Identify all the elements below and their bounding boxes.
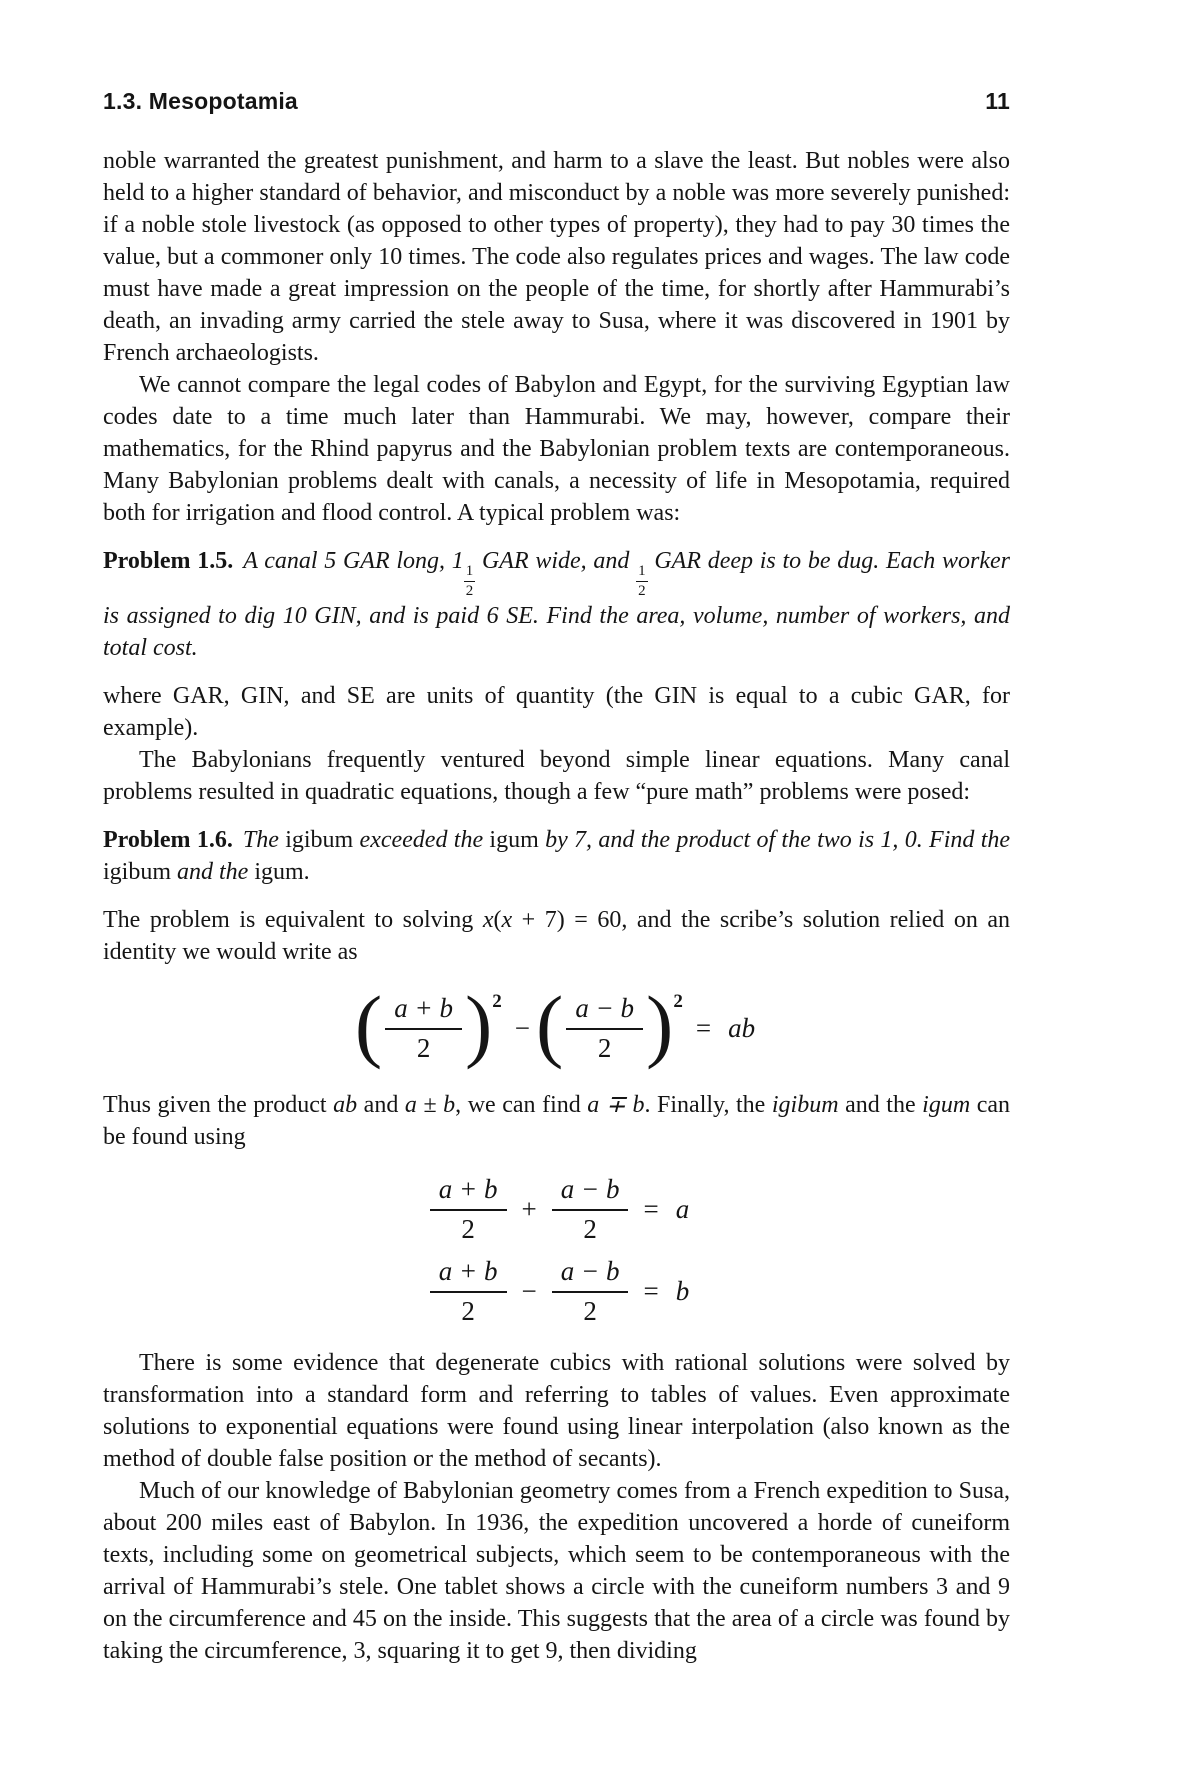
paragraph-units: where GAR, GIN, and SE are units of quantity (the GIN is equal to a cubic GAR, for example). <box>103 682 1010 741</box>
right-paren: ) <box>646 978 674 1070</box>
problem-1-5-text-3: GAR deep is to be dug. Each worker is assigned to dig 10 GIN, and is paid 6 SE. Find the area, volume, number of workers, and total cost. <box>103 548 1010 661</box>
equals-sign: = <box>643 1276 659 1307</box>
term-igum: igum <box>922 1092 971 1119</box>
fraction-a-plus-b-over-2: $\frac{a + b}{2}$ <box>430 1173 507 1245</box>
fraction-a-minus-b-over-2: $\frac{a - b}{2}$ <box>552 1173 629 1245</box>
math-var-x: x <box>501 906 513 933</box>
plus-operator: + <box>521 1194 537 1225</box>
equivalent-text-2: , and the scribe’s solution relied on an identity we would write as <box>103 906 1011 965</box>
term-igum: igum <box>489 826 539 853</box>
problem-1-6 <box>103 824 1010 888</box>
paragraph-cubics: There is some evidence that degenerate cubics with rational solutions were solved by transformation into a standard form and referring to tables of values. Even approximate solutions to exponential equations were found using linear interpolation (also known as the method of double false position or the method of secants). <box>103 1350 1010 1473</box>
identity-formula <box>103 978 1010 1070</box>
math-a-plus-minus-b: a ± b <box>404 1092 456 1119</box>
problem-1-6-label: Problem 1.6. <box>103 826 233 853</box>
math-var-x: x <box>482 906 494 933</box>
sum-equation <box>424 1173 689 1245</box>
right-paren: ) <box>464 978 493 1070</box>
math-expression: + 7) = 60 <box>512 906 622 933</box>
exponent-2: 2 <box>673 990 683 1012</box>
math-var-b: b <box>675 1276 690 1307</box>
page-body <box>103 145 1010 1667</box>
paragraph-geometry: Much of our knowledge of Babylonian geometry comes from a French expedition to Susa, about 200 miles east of Babylon. In 1936, the expedition uncovered a horde of cuneiform texts, including some on geometrical subjects, which seem to be contemporaneous with the arrival of Hammurabi’s stele. One tablet shows a circle with the cuneiform numbers 3 and 9 on the circumference and 45 on the inside. This suggests that the area of a circle was found by taking the circumference, 3, squaring it to get 9, then dividing <box>103 1478 1010 1665</box>
fraction-a-minus-b-over-2: $\frac{a - b}{2}$ <box>552 1255 629 1327</box>
equals-sign: = <box>695 1012 712 1043</box>
problem-1-5-text-2: GAR wide, and <box>475 548 637 574</box>
math-paren: ( <box>493 906 502 933</box>
problem-1-6-text: exceeded the <box>353 826 490 853</box>
paragraph-compare-codes: We cannot compare the legal codes of Babylon and Egypt, for the surviving Egyptian law codes date to a time much later than Hammurabi. We may, however, compare their mathematics, for the Rhind papyrus and the Babylonian problem texts are contemporaneous. Many Babylonian problems dealt with canals, a necessity of life in Mesopotamia, required both for irrigation and flood control. A typical problem was: <box>103 372 1010 526</box>
problem-1-6-text: and the <box>171 858 255 885</box>
math-a-minus-plus-b: a ∓ b <box>587 1092 645 1119</box>
problem-1-5-label: Problem 1.5. <box>103 548 234 574</box>
thus-text: , we can find <box>455 1092 588 1119</box>
inline-fraction-one-half: $\frac{1}{2}$ <box>638 563 646 599</box>
difference-equation <box>424 1255 689 1327</box>
fraction-a-plus-b-over-2: $\frac{a + b}{2}$ <box>430 1255 507 1327</box>
term-igibum: igibum <box>285 826 354 853</box>
thus-text: and the <box>838 1092 923 1119</box>
math-ab: ab <box>728 1012 756 1043</box>
paragraph-thus <box>103 1089 1010 1153</box>
fraction-a-minus-b-over-2: $\frac{a - b}{2}$ <box>566 992 643 1064</box>
fraction-a-plus-b-over-2: $\frac{a + b}{2}$ <box>385 992 462 1064</box>
math-ab: ab <box>333 1092 358 1119</box>
problem-1-5-text-1: A canal 5 GAR long, 1 <box>243 548 464 574</box>
thus-text: Thus given the product <box>103 1092 334 1119</box>
math-var-a: a <box>675 1194 690 1225</box>
problem-1-6-text: by 7, and the product of the two is 1, 0. Find the <box>538 826 1011 853</box>
problem-1-6-text: The <box>242 826 286 853</box>
section-heading: 1.3. Mesopotamia <box>103 88 298 114</box>
minus-operator: − <box>514 1012 530 1043</box>
page-number: 11 <box>985 88 1010 114</box>
thus-text: can be found using <box>103 1092 1011 1151</box>
paragraph-law-code: noble warranted the greatest punishment, and harm to a slave the least. But nobles were also held to a higher standard of behavior, and misconduct by a noble was more severely punished: if a noble stole livestock (as opposed to other types of property), they had to pay 30 times the value, but a commoner only 10 times. The code also regulates prices and wages. The law code must have made a great impression on the people of the time, for shortly after Hammurabi’s death, an invading army carried the stele away to Susa, where it was discovered in 1901 by French archaeologists. <box>103 148 1010 366</box>
paragraph-babylonians: The Babylonians frequently ventured beyond simple linear equations. Many canal problems resulted in quadratic equations, though a few “pure math” problems were posed: <box>103 746 1010 805</box>
equivalent-text-1: The problem is equivalent to solving <box>103 906 483 933</box>
equals-sign: = <box>643 1194 659 1225</box>
problem-1-5 <box>103 545 1010 664</box>
term-igibum: igibum <box>771 1092 839 1119</box>
left-paren: ( <box>536 978 564 1070</box>
minus-operator: − <box>521 1276 537 1307</box>
inline-fraction-one-half: $\frac{1}{2}$ <box>465 563 474 599</box>
exponent-2: 2 <box>492 990 502 1012</box>
left-paren: ( <box>354 978 383 1070</box>
system-formulas <box>103 1173 1010 1327</box>
term-igum: igum. <box>254 858 310 885</box>
term-igibum: igibum <box>103 858 172 885</box>
running-header <box>103 88 1010 115</box>
paragraph-equivalent <box>103 904 1010 968</box>
thus-text: and <box>357 1092 405 1119</box>
thus-text: . Finally, the <box>644 1092 772 1119</box>
